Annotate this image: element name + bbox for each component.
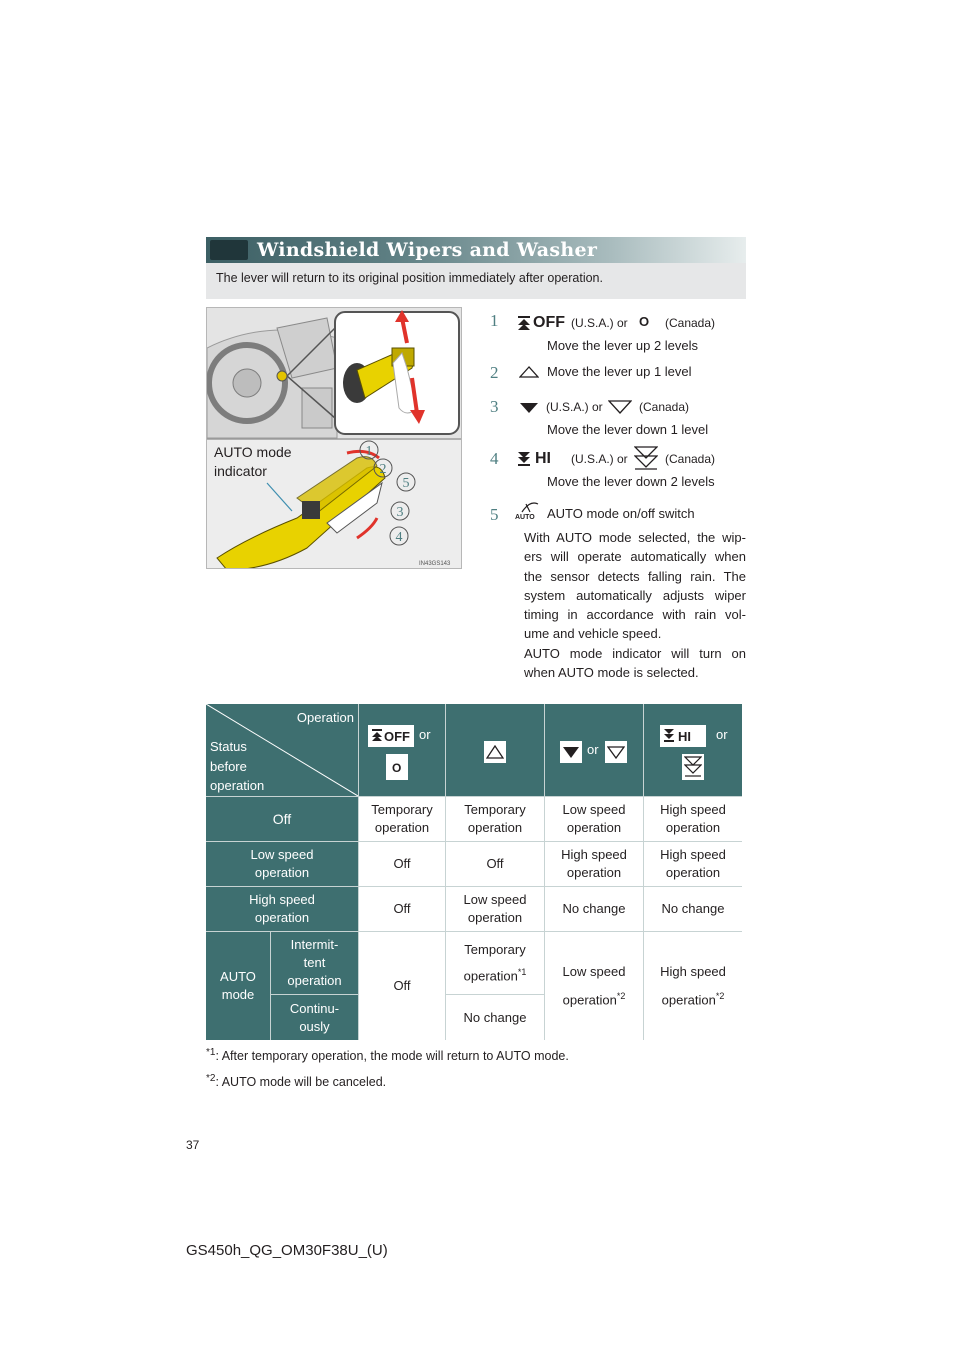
item-3-usa: (U.S.A.) or (546, 400, 603, 414)
cell-auto-c3: Low speed operation$^{*2}$ (545, 932, 643, 1040)
hi-speed-icon (518, 452, 530, 466)
corner-cell (206, 704, 358, 796)
cell-auto-c1: Off (359, 932, 445, 1040)
callout-1: 1 (365, 444, 373, 459)
or-label-2: or (587, 742, 599, 757)
cell-high-c3: No change (545, 887, 643, 931)
off-badge (368, 725, 414, 747)
illustration-svg (207, 308, 462, 569)
hi-icon-text: HI (535, 450, 551, 467)
auto-indicator-label-2: indicator (214, 463, 267, 479)
o-badge (386, 754, 408, 780)
cell-auto-c2-top: Temporary operation$^{*1}$ (446, 932, 544, 994)
double-down-outline-icon-2 (684, 756, 702, 778)
row-status-off: Off (206, 797, 358, 841)
footnote-ref-2b: *2 (715, 990, 725, 1001)
para-line-1: With AUTO mode selected, the wip- (524, 530, 746, 545)
section-title: Windshield Wipers and Washer (257, 239, 598, 261)
row-auto-continuously: Continu- ously (271, 995, 358, 1040)
section-header-mark (210, 240, 248, 260)
off-badge-text: OFF (384, 729, 410, 744)
row-status-high: High speed operation (206, 887, 358, 931)
para-line-2: ers will operate automatically when (524, 549, 746, 565)
o-icon: O (639, 314, 650, 329)
hi-badge-text: HI (678, 729, 691, 744)
item-4-usa: (U.S.A.) or (571, 452, 628, 466)
cell-off-c1: Temporary operation (359, 797, 445, 841)
cell-low-c2: Off (446, 842, 544, 886)
cell-auto-c2-bottom: No change (446, 995, 544, 1040)
callout-5: 5 (402, 476, 410, 491)
item-number-4: 4 (490, 449, 499, 468)
callout-2: 2 (379, 462, 387, 477)
hi-badge (660, 725, 706, 747)
col-header-down2 (644, 704, 742, 796)
item-1-usa: (U.S.A.) or (571, 316, 628, 330)
off-icon-text: OFF (533, 314, 565, 331)
cell-high-c2: Low speed operation (446, 887, 544, 931)
cell-high-c1: Off (359, 887, 445, 931)
auto-icon-text: AUTO (515, 514, 535, 521)
document-code: GS450h_QG_OM30F38U_(U) (186, 1242, 388, 1259)
footnote-ref-1: *1 (517, 966, 527, 977)
cell-off-c4: High speed operation (644, 797, 742, 841)
para-line-7: AUTO mode indicator will turn on (524, 645, 746, 661)
down-outline-icon-2 (607, 746, 625, 759)
item-4-canada: (Canada) (665, 452, 716, 466)
footnote-2: $^{*2}$: AUTO mode will be canceled. (206, 1073, 387, 1090)
item-1-canada: (Canada) (665, 316, 716, 330)
up-one-icon (486, 745, 504, 759)
wiper-operation-table (206, 704, 742, 1040)
callout-4: 4 (395, 530, 403, 545)
item-1-desc: Move the lever up 2 levels (547, 338, 699, 353)
item-4-desc: Move the lever down 2 levels (547, 474, 715, 489)
item-number-5: 5 (490, 505, 499, 524)
wiper-lever-illustration (206, 307, 462, 569)
item-number-2: 2 (490, 363, 499, 382)
down-solid-icon (519, 402, 539, 414)
para-line-8: when AUTO mode is selected. (524, 665, 699, 681)
o-badge-text: O (392, 761, 402, 775)
item-number-3: 3 (490, 397, 499, 416)
cell-auto-c4: High speed operation$^{*2}$ (644, 932, 742, 1040)
para-line-6: ume and vehicle speed. (524, 626, 662, 642)
page-number: 37 (186, 1138, 200, 1152)
row-status-auto: AUTO mode (206, 932, 270, 1040)
cell-low-c1: Off (359, 842, 445, 886)
corner-operation: Operation (296, 710, 354, 725)
item-2-desc: Move the lever up 1 level (547, 364, 692, 379)
item-number-1: 1 (490, 311, 499, 330)
item-3-canada: (Canada) (639, 400, 690, 414)
footnote-ref-2a: *2 (616, 990, 626, 1001)
lead-text: The lever will return to its original position immediately after operation. (216, 271, 603, 285)
cell-low-c3: High speed operation (545, 842, 643, 886)
cell-low-c4: High speed operation (644, 842, 742, 886)
down-solid-icon-2 (562, 746, 580, 759)
cell-high-c4: No change (644, 887, 742, 931)
image-code: IN43GS143 (419, 561, 451, 567)
col-header-off (359, 704, 445, 796)
item-5-desc: AUTO mode on/off switch (547, 506, 695, 521)
auto-mode-paragraph (524, 528, 746, 682)
auto-wiper-icon (519, 500, 541, 514)
down-outline-icon (608, 400, 632, 414)
para-line-3: the sensor detects falling rain. The (524, 568, 746, 584)
double-down-outline-icon (634, 446, 658, 470)
cell-off-c2: Temporary operation (446, 797, 544, 841)
corner-operation-2: operation (210, 778, 265, 793)
corner-status: Status (210, 739, 247, 754)
para-line-4: system automatically adjusts wiper (524, 587, 746, 603)
corner-before: before (210, 758, 247, 774)
footnote-1: $^{*1}$: After temporary operation, the mode will return to AUTO mode. (206, 1047, 569, 1064)
row-status-low: Low speed operation (206, 842, 358, 886)
mist-off-icon (518, 316, 530, 330)
callout-3: 3 (396, 505, 404, 520)
para-line-5: timing in accordance with rain vol- (524, 607, 746, 623)
col-header-down1 (545, 704, 643, 796)
item-3-desc: Move the lever down 1 level (547, 422, 709, 437)
row-auto-intermittent: Intermit- tent operation (271, 932, 358, 994)
or-label-3: or (716, 727, 728, 742)
col-header-up1 (446, 704, 544, 796)
cell-off-c3: Low speed operation (545, 797, 643, 841)
up-one-level-icon (519, 366, 539, 378)
or-label-1: or (419, 727, 431, 742)
auto-indicator-label-1: AUTO mode (214, 444, 292, 460)
